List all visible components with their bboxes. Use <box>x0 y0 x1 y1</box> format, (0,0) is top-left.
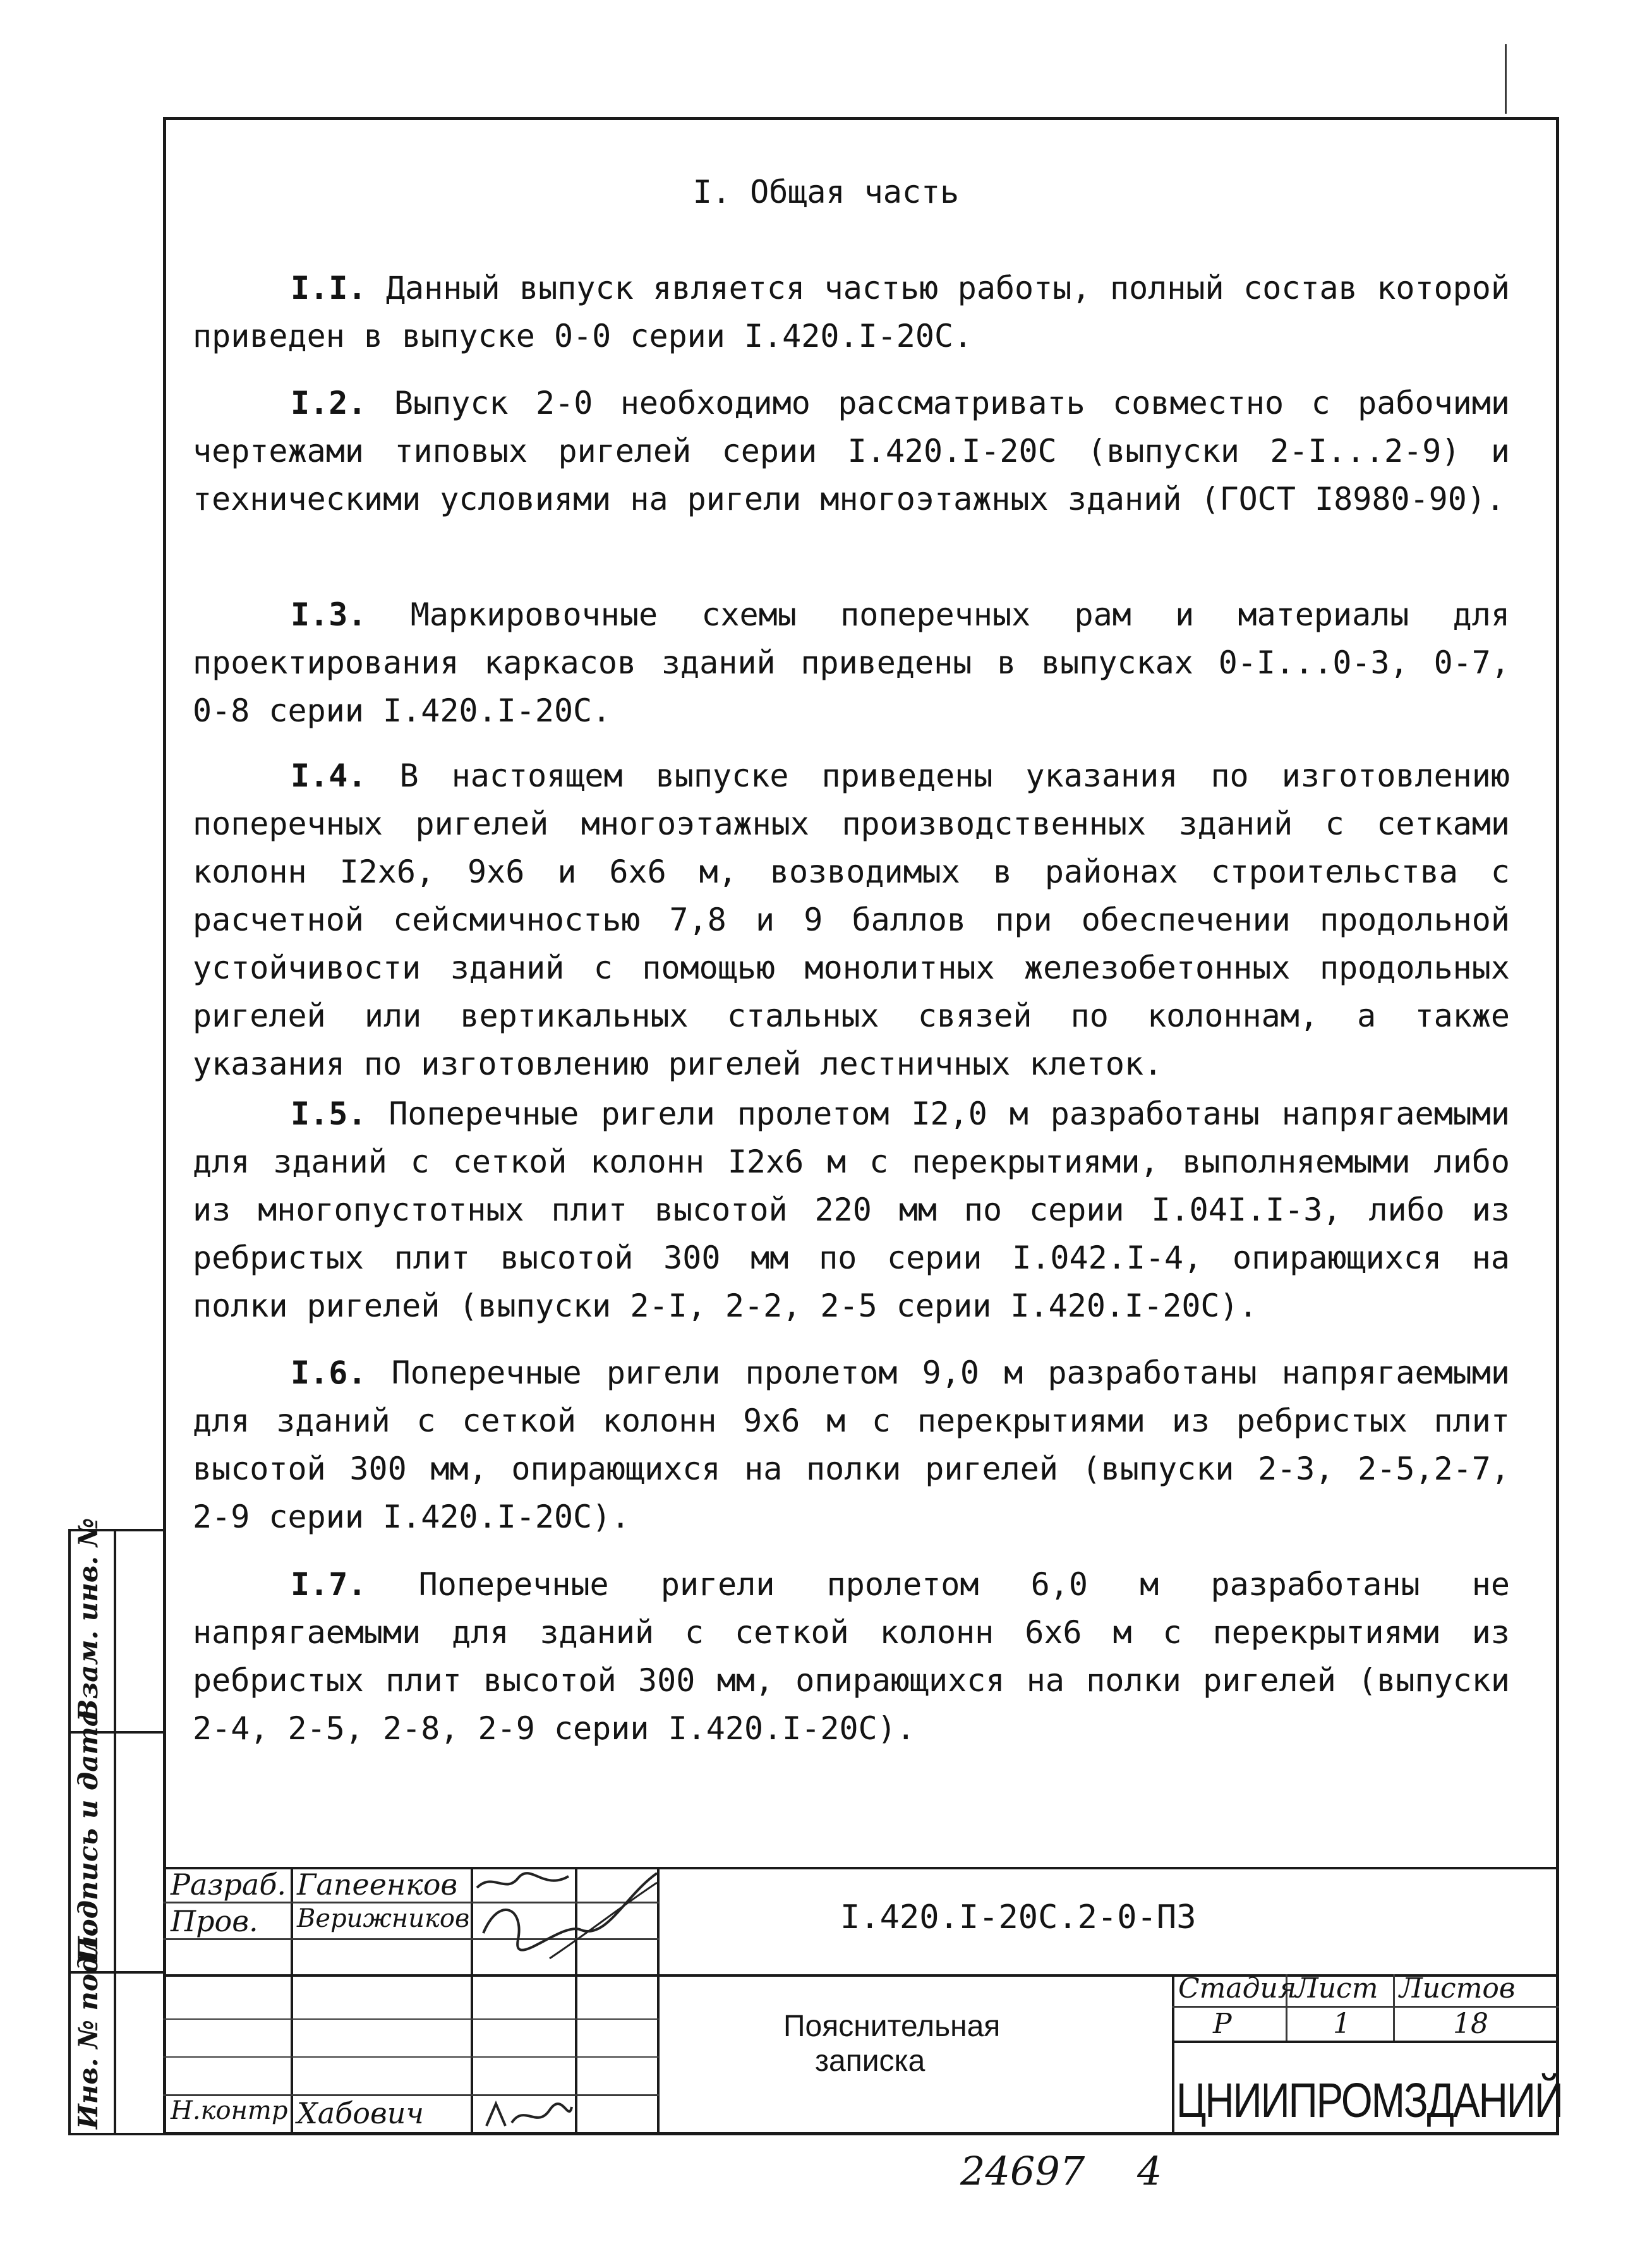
paragraph-text: В настоящем выпуске приведены указания по изготовлению поперечных ригелей многоэтажных производственных зданий с сетками колонн I2х6, 9х6 и 6х6 м, возводимых в районах строительства с расчетной сейсмичностью 7,8 и 9 баллов при обеспечении продольной устойчивости зданий с помощью монолитных железобетонных продольных ригелей или вертикальных стальных связей по колоннам, а также указания по изготовлению ригелей лестничных клеток. <box>193 757 1510 1082</box>
document-title-line1: Пояснительная <box>783 2010 1001 2043</box>
paragraph-number: I.2. <box>291 385 367 421</box>
side-label-inv-podl: Инв. № подл. <box>73 1926 104 2129</box>
paragraph-text: Поперечные ригели пролетом 9,0 м разработаны напрягаемыми для зданий с сеткой колонн 9х6 м с перекрытиями из ребристых плит высотой 300 мм, опирающихся на полки ригелей (выпуски 2-3, 2-5,2-7, 2-9 серии I.420.I-20C). <box>193 1354 1510 1535</box>
section-heading: I. Общая часть <box>692 174 960 210</box>
stage-value: Р <box>1213 2008 1232 2040</box>
paragraph-1-3 <box>193 591 1510 735</box>
side-label-vzam-inv: Взам. инв. № <box>73 1517 104 1722</box>
stamp-role-checker: Пров. <box>171 1904 258 1938</box>
sheet-value: 1 <box>1333 2008 1351 2040</box>
stamp-name-norm-control: Хабович <box>297 2096 424 2130</box>
paragraph-number: I.3. <box>291 596 367 633</box>
side-label-podpis-data: Подпись и дата <box>73 1709 104 1962</box>
corner-mark <box>1505 44 1507 114</box>
stamp-col-line <box>1172 1974 1174 2135</box>
document-code: I.420.I-20C.2-0-ПЗ <box>840 1898 1197 1936</box>
stamp-name-checker: Верижников <box>297 1904 470 1933</box>
paragraph-number: I.5. <box>291 1095 367 1132</box>
paragraph-1-7 <box>193 1560 1510 1752</box>
signature-checker <box>474 1870 663 1974</box>
stage-header: Стадия <box>1178 1972 1296 2005</box>
page-number: 4 <box>1137 2148 1162 2194</box>
stamp-role-developer: Разраб. <box>171 1867 287 1902</box>
paragraph-1-1 <box>193 264 1510 360</box>
paragraph-text: Маркировочные схемы поперечных рам и материалы для проектирования каркасов зданий приведены в выпусках 0-I...0-3, 0-7, 0-8 серии I.420.I-20C. <box>193 596 1510 729</box>
organization-name: ЦНИИПРОМЗДАНИЙ <box>1176 2073 1562 2128</box>
paragraph-1-5 <box>193 1090 1510 1330</box>
paragraph-1-4 <box>193 752 1510 1088</box>
paragraph-number: I.7. <box>291 1566 367 1603</box>
sheets-header: Листов <box>1399 1972 1516 2005</box>
paragraph-number: I.6. <box>291 1354 367 1391</box>
stamp-row-line <box>163 2018 659 2020</box>
paragraph-1-2 <box>193 379 1510 523</box>
side-strip-divider <box>114 1529 116 2135</box>
paragraph-text: Поперечные ригели пролетом 6,0 м разработаны не напрягаемыми для зданий с сеткой колонн 6х6 м с перекрытиями из ребристых плит высотой 300 мм, опирающихся на полки ригелей (выпуски 2-4, 2-5, 2-8, 2-9 серии I.420.I-20C). <box>193 1566 1510 1747</box>
stamp-name-developer: Гапеенков <box>297 1867 458 1902</box>
paragraph-number: I.I. <box>291 270 367 306</box>
stamp-row-line <box>163 2056 659 2058</box>
sheet-header: Лист <box>1295 1972 1378 2005</box>
paragraph-text: Выпуск 2-0 необходимо рассматривать совместно с рабочими чертежами типовых ригелей серии I.420.I-20C (выпуски 2-I...2-9) и техническими условиями на ригели многоэтажных зданий (ГОСТ I8980-90). <box>193 385 1510 517</box>
paragraph-1-6 <box>193 1349 1510 1541</box>
signature-norm-control <box>480 2097 575 2132</box>
paragraph-number: I.4. <box>291 757 367 794</box>
sheets-value: 18 <box>1453 2008 1488 2040</box>
archive-number: 24697 <box>960 2148 1085 2194</box>
document-title-line2: записка <box>815 2044 925 2078</box>
paragraph-text: Данный выпуск является частью работы, полный состав которой приведен в выпуске 0-0 серии I.420.I-20C. <box>193 270 1510 354</box>
paragraph-text: Поперечные ригели пролетом I2,0 м разработаны напрягаемыми для зданий с сеткой колонн I2х6 м с перекрытиями, выполняемыми либо из многопустотных плит высотой 220 мм по серии I.04I.I-3, либо из ребристых плит высотой 300 мм по серии I.042.I-4, опирающихся на полки ригелей (выпуски 2-I, 2-2, 2-5 серии I.420.I-20C). <box>193 1095 1510 1324</box>
stamp-role-norm-control: Н.контр <box>171 2096 288 2125</box>
stamp-row-line <box>1172 2041 1559 2043</box>
